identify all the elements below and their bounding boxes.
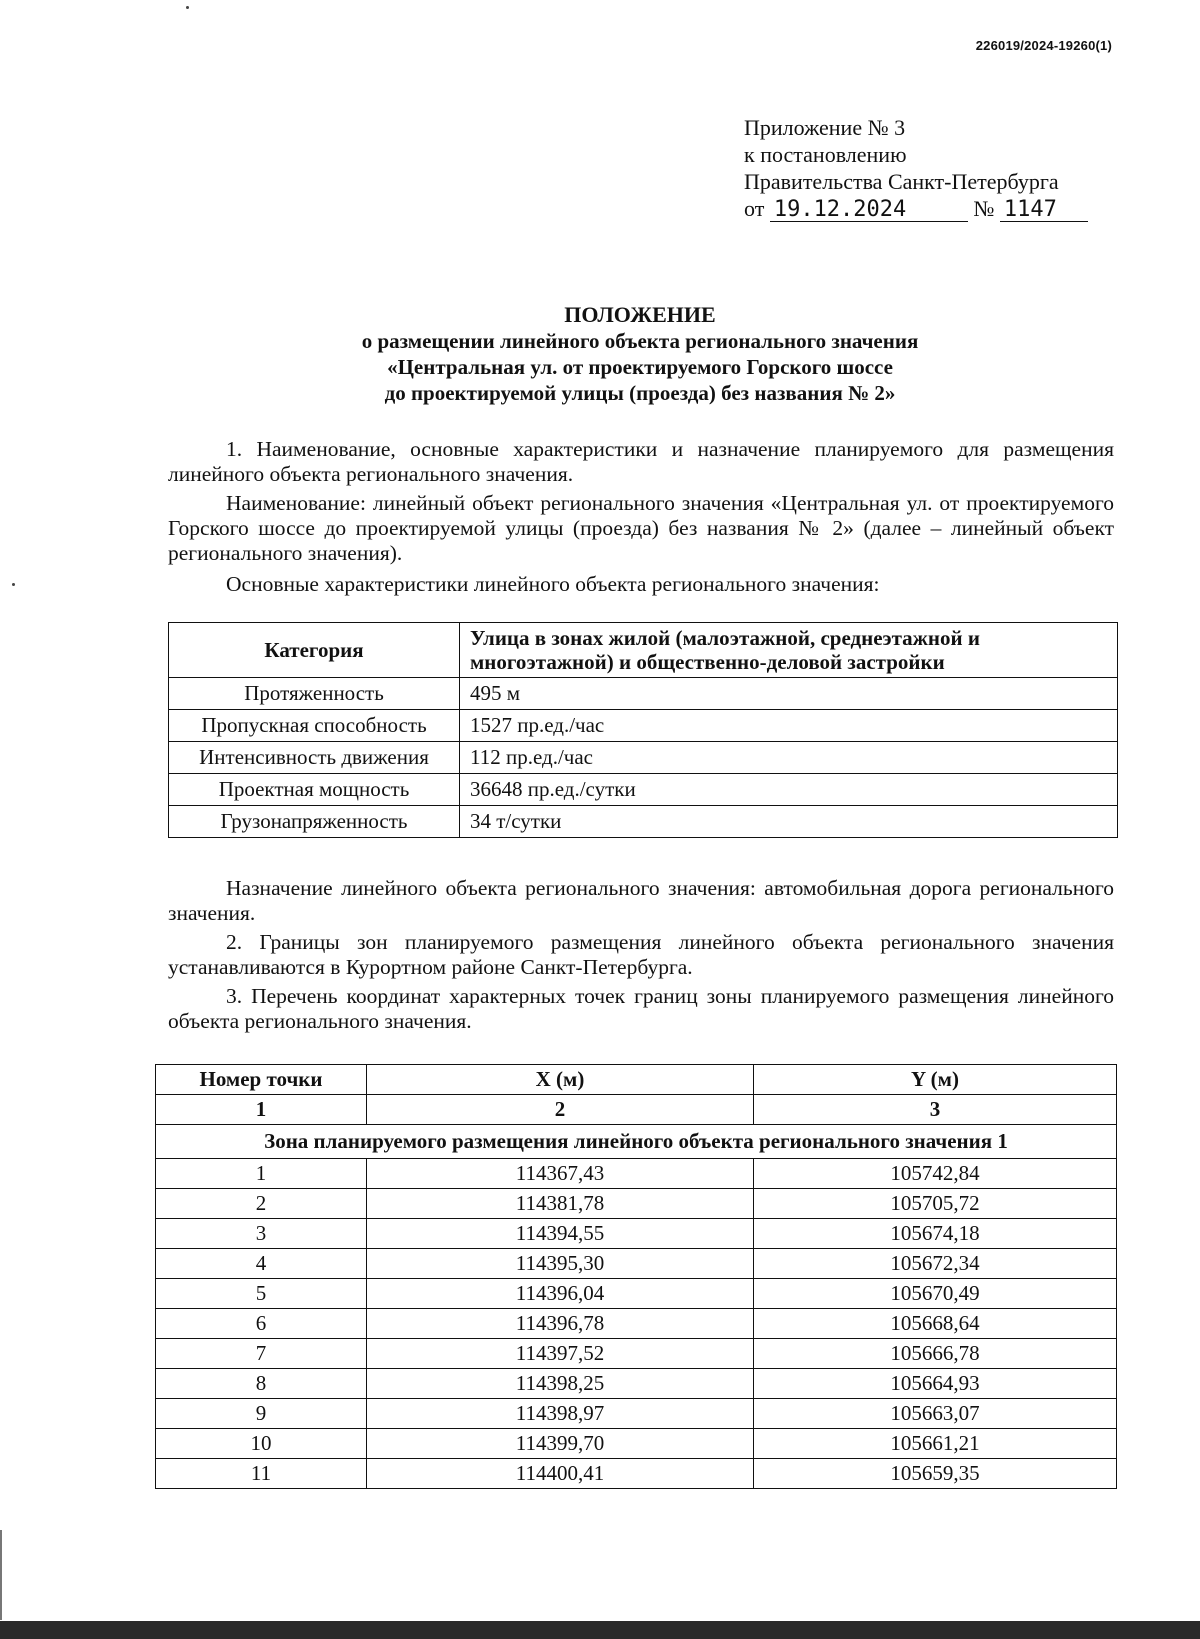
x-value: 114397,52 bbox=[367, 1339, 754, 1369]
category-header: Категория bbox=[169, 623, 460, 678]
title-line-1: о размещении линейного объекта регионального значения bbox=[361, 329, 919, 353]
number-label: № bbox=[973, 196, 995, 221]
section-1-paragraph: 1. Наименование, основные характеристики и назначение планируемого для размещения линейного объекта регионального значения. bbox=[168, 437, 1114, 486]
table-row bbox=[169, 710, 1118, 742]
table-row bbox=[156, 1399, 1117, 1429]
row-value: 495 м bbox=[460, 678, 1118, 710]
table-row bbox=[169, 678, 1118, 710]
scan-speck bbox=[186, 6, 189, 9]
column-number-row bbox=[156, 1095, 1117, 1125]
characteristics-table bbox=[168, 622, 1118, 838]
table-row bbox=[156, 1219, 1117, 1249]
table-row bbox=[156, 1189, 1117, 1219]
appendix-date-row bbox=[744, 195, 1124, 222]
x-value: 114395,30 bbox=[367, 1249, 754, 1279]
table-row bbox=[169, 806, 1118, 838]
y-value: 105670,49 bbox=[754, 1279, 1117, 1309]
from-label: от bbox=[744, 196, 765, 221]
table-row bbox=[169, 774, 1118, 806]
registration-number: 226019/2024-19260(1) bbox=[975, 38, 1112, 53]
point-number: 2 bbox=[156, 1189, 367, 1219]
row-value: 1527 пр.ед./час bbox=[460, 710, 1118, 742]
y-value: 105705,72 bbox=[754, 1189, 1117, 1219]
y-value: 105668,64 bbox=[754, 1309, 1117, 1339]
y-value: 105742,84 bbox=[754, 1159, 1117, 1189]
name-paragraph: Наименование: линейный объект регионального значения «Центральная ул. от проектируемого Горского шоссе до проектируемой улицы (проезда) без названия № 2» (далее – линейный объект регионального значения). bbox=[168, 491, 1114, 565]
row-label: Интенсивность движения bbox=[169, 742, 460, 774]
point-number: 10 bbox=[156, 1429, 367, 1459]
zone-title: Зона планируемого размещения линейного объекта регионального значения 1 bbox=[156, 1125, 1117, 1159]
point-number: 8 bbox=[156, 1369, 367, 1399]
title-line-3: до проектируемой улицы (проезда) без названия № 2» bbox=[384, 381, 896, 405]
row-value: 34 т/сутки bbox=[460, 806, 1118, 838]
y-value: 105664,93 bbox=[754, 1369, 1117, 1399]
x-header: X (м) bbox=[367, 1065, 754, 1095]
appendix-line-3: Правительства Санкт-Петербурга bbox=[744, 169, 1059, 194]
table-row bbox=[156, 1309, 1117, 1339]
x-value: 114398,97 bbox=[367, 1399, 754, 1429]
point-number: 4 bbox=[156, 1249, 367, 1279]
y-value: 105672,34 bbox=[754, 1249, 1117, 1279]
row-label: Пропускная способность bbox=[169, 710, 460, 742]
point-number: 6 bbox=[156, 1309, 367, 1339]
category-value: Улица в зонах жилой (малоэтажной, среднеэтажной и многоэтажной) и общественно-деловой застройки bbox=[460, 623, 1118, 678]
y-value: 105661,21 bbox=[754, 1429, 1117, 1459]
point-number: 11 bbox=[156, 1459, 367, 1489]
table-row bbox=[156, 1159, 1117, 1189]
table-row bbox=[156, 1369, 1117, 1399]
x-value: 114396,04 bbox=[367, 1279, 754, 1309]
point-number-header: Номер точки bbox=[156, 1065, 367, 1095]
y-value: 105674,18 bbox=[754, 1219, 1117, 1249]
column-number: 3 bbox=[754, 1095, 1117, 1125]
characteristics-intro: Основные характеристики линейного объекта регионального значения: bbox=[226, 572, 880, 596]
appendix-line-1: Приложение № 3 bbox=[744, 115, 906, 140]
row-label: Проектная мощность bbox=[169, 774, 460, 806]
resolution-date: 19.12.2024 bbox=[770, 199, 968, 222]
row-label: Грузонапряженность bbox=[169, 806, 460, 838]
section-2-paragraph: 2. Границы зон планируемого размещения линейного объекта регионального значения устанавливаются в Курортном районе Санкт-Петербурга. bbox=[168, 930, 1114, 979]
table-row bbox=[156, 1339, 1117, 1369]
point-number: 9 bbox=[156, 1399, 367, 1429]
row-value: 112 пр.ед./час bbox=[460, 742, 1118, 774]
resolution-number: 1147 bbox=[1000, 199, 1088, 222]
row-label: Протяженность bbox=[169, 678, 460, 710]
column-number: 2 bbox=[367, 1095, 754, 1125]
table-row bbox=[169, 742, 1118, 774]
scan-edge-mark bbox=[0, 1530, 2, 1620]
x-value: 114396,78 bbox=[367, 1309, 754, 1339]
zone-row bbox=[156, 1125, 1117, 1159]
table-row bbox=[156, 1429, 1117, 1459]
row-value: 36648 пр.ед./сутки bbox=[460, 774, 1118, 806]
document-title bbox=[168, 302, 1112, 406]
x-value: 114394,55 bbox=[367, 1219, 754, 1249]
scan-bottom-edge bbox=[0, 1621, 1200, 1639]
x-value: 114398,25 bbox=[367, 1369, 754, 1399]
coordinates-table bbox=[155, 1064, 1117, 1489]
table-row bbox=[156, 1459, 1117, 1489]
y-header: Y (м) bbox=[754, 1065, 1117, 1095]
table-row bbox=[156, 1249, 1117, 1279]
table-header-row bbox=[169, 623, 1118, 678]
coords-header-row bbox=[156, 1065, 1117, 1095]
table-row bbox=[156, 1279, 1117, 1309]
title-line-2: «Центральная ул. от проектируемого Горского шоссе bbox=[387, 355, 893, 379]
y-value: 105663,07 bbox=[754, 1399, 1117, 1429]
point-number: 1 bbox=[156, 1159, 367, 1189]
section-3-paragraph: 3. Перечень координат характерных точек границ зоны планируемого размещения линейного объекта регионального значения. bbox=[168, 984, 1114, 1033]
scan-speck bbox=[12, 583, 15, 586]
x-value: 114367,43 bbox=[367, 1159, 754, 1189]
y-value: 105666,78 bbox=[754, 1339, 1117, 1369]
purpose-paragraph: Назначение линейного объекта регионального значения: автомобильная дорога регионального значения. bbox=[168, 876, 1114, 925]
point-number: 3 bbox=[156, 1219, 367, 1249]
y-value: 105659,35 bbox=[754, 1459, 1117, 1489]
column-number: 1 bbox=[156, 1095, 367, 1125]
point-number: 7 bbox=[156, 1339, 367, 1369]
appendix-block bbox=[744, 114, 1124, 222]
x-value: 114399,70 bbox=[367, 1429, 754, 1459]
x-value: 114381,78 bbox=[367, 1189, 754, 1219]
x-value: 114400,41 bbox=[367, 1459, 754, 1489]
point-number: 5 bbox=[156, 1279, 367, 1309]
appendix-line-2: к постановлению bbox=[744, 142, 907, 167]
title-heading: ПОЛОЖЕНИЕ bbox=[564, 302, 716, 327]
